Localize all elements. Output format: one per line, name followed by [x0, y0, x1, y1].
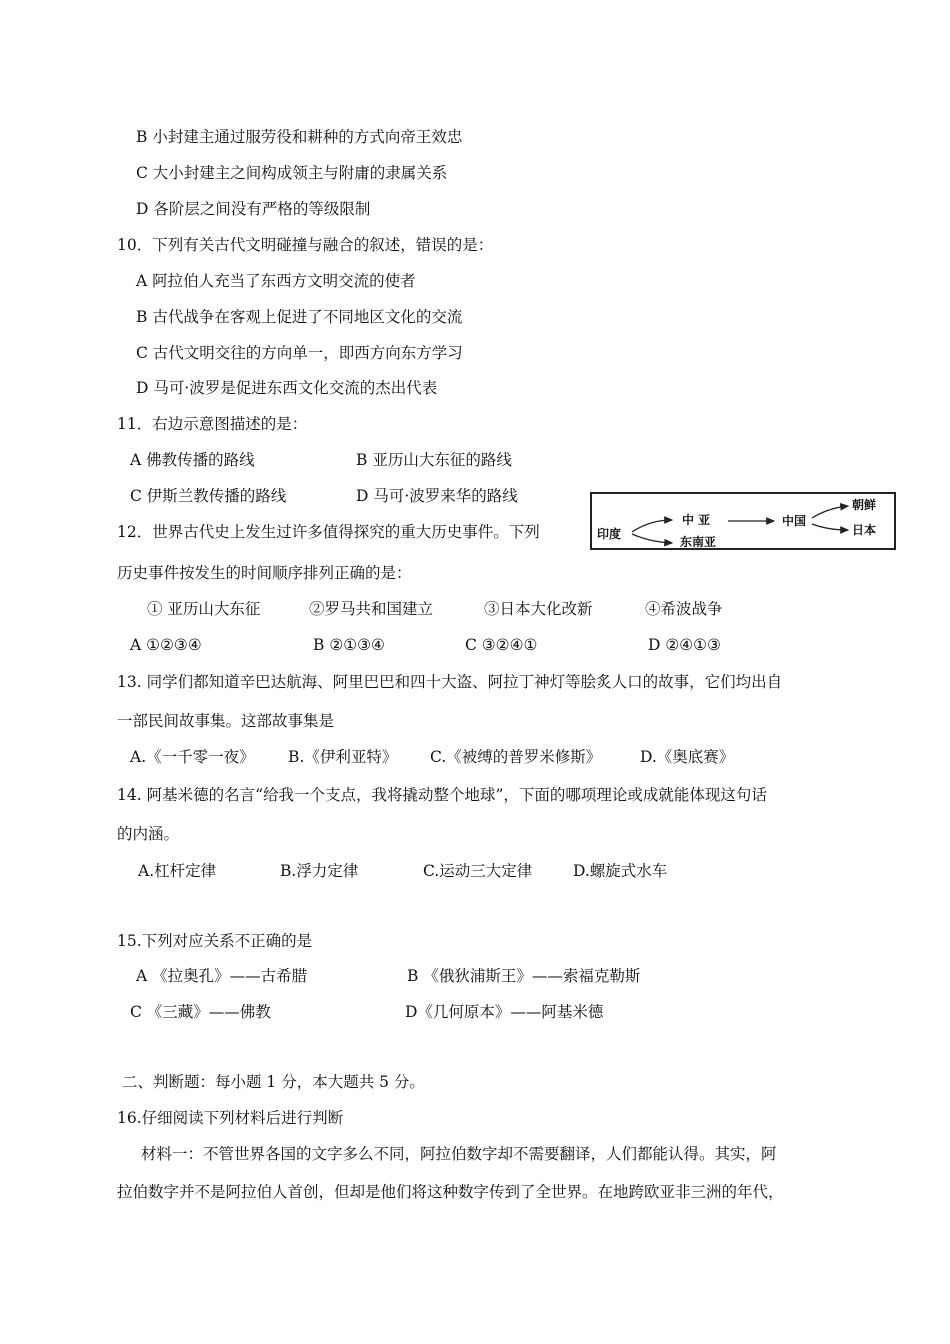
diagram-label-india: 印度: [597, 527, 622, 541]
q11-option-c: C 伊斯兰教传播的路线: [130, 487, 287, 505]
q15-option-d: D《几何原本》——阿基米德: [405, 1003, 604, 1021]
q9-option-c: C 大小封建主之间构成领主与附庸的隶属关系: [136, 164, 448, 182]
q12-option-d: D ②④①③: [648, 636, 721, 654]
q12-option-c: C ③②④①: [465, 636, 538, 654]
diagram-label-china: 中国: [782, 514, 807, 528]
diagram-label-japan: 日本: [852, 523, 877, 537]
q13-stem-line1: 13. 同学们都知道辛巴达航海、阿里巴巴和四十大盗、阿拉丁神灯等脍炙人口的故事，它们均出自: [117, 673, 783, 691]
arrow-china-korea: [812, 506, 848, 518]
diagram-label-korea: 朝鲜: [852, 498, 877, 512]
q13-option-d: D.《奥底赛》: [640, 748, 735, 766]
arrow-india-southeast-asia: [632, 534, 672, 543]
q10-option-c: C 古代文明交往的方向单一，即西方向东方学习: [136, 344, 463, 362]
q12-event-4: ④希波战争: [645, 600, 723, 618]
q15-option-b: B 《俄狄浦斯王》——索福克勒斯: [407, 967, 641, 985]
q10-option-a: A 阿拉伯人充当了东西方文明交流的使者: [136, 272, 416, 290]
q12-event-3: ③日本大化改新: [484, 600, 593, 618]
q12-event-2: ②罗马共和国建立: [309, 600, 434, 618]
diagram-label-central-asia: 中 亚: [682, 513, 711, 527]
q12-option-a: A ①②③④: [130, 636, 202, 654]
q14-option-c: C.运动三大定律: [423, 862, 533, 880]
q12-option-b: B ②①③④: [313, 636, 385, 654]
q14-stem-line2: 的内涵。: [117, 825, 180, 843]
q11-option-a: A 佛教传播的路线: [130, 451, 255, 469]
section2-heading: 二、判断题：每小题 1 分，本大题共 5 分。: [122, 1073, 425, 1091]
arrow-india-central-asia: [632, 520, 672, 532]
q10-option-d: D 马可·波罗是促进东西文化交流的杰出代表: [136, 379, 438, 397]
arrow-china-japan: [812, 524, 848, 530]
q15-option-a: A 《拉奥孔》——古希腊: [136, 967, 308, 985]
q13-option-a: A.《一千零一夜》: [130, 748, 255, 766]
q16-stem: 16.仔细阅读下列材料后进行判断: [117, 1109, 344, 1127]
q14-option-b: B.浮力定律: [280, 862, 359, 880]
q16-material-line2: 拉伯数字并不是阿拉伯人首创，但却是他们将这种数字传到了全世界。在地跨欧亚非三洲的年代，: [117, 1183, 784, 1201]
q16-material-line1: 材料一：不管世界各国的文字多么不同，阿拉伯数字却不需要翻译，人们都能认得。其实，阿: [141, 1145, 777, 1163]
q11-stem: 11．右边示意图描述的是：: [117, 415, 308, 433]
q14-stem-line1: 14. 阿基米德的名言“给我一个支点，我将撬动整个地球”，下面的哪项理论或成就能体现这句话: [117, 786, 767, 804]
route-diagram: [590, 492, 896, 550]
q9-option-d: D 各阶层之间没有严格的等级限制: [136, 200, 371, 218]
q12-stem-line2: 历史事件按发生的时间顺序排列正确的是：: [117, 564, 412, 582]
q15-stem: 15.下列对应关系不正确的是: [117, 932, 313, 950]
q12-event-1: ① 亚历山大东征: [147, 600, 261, 618]
diagram-label-southeast-asia: 东南亚: [680, 535, 717, 549]
q9-option-b: B 小封建主通过服劳役和耕种的方式向帝王效忠: [136, 128, 463, 146]
q13-stem-line2: 一部民间故事集。这部故事集是: [117, 712, 335, 730]
q13-option-c: C.《被缚的普罗米修斯》: [430, 748, 602, 766]
q10-option-b: B 古代战争在客观上促进了不同地区文化的交流: [136, 308, 463, 326]
q11-option-b: B 亚历山大东征的路线: [356, 451, 512, 469]
q14-option-a: A.杠杆定律: [138, 862, 217, 880]
q12-stem-line1: 12．世界古代史上发生过许多值得探究的重大历史事件。下列: [117, 523, 540, 541]
q14-option-d: D.螺旋式水车: [573, 862, 668, 880]
q15-option-c: C 《三藏》——佛教: [130, 1003, 271, 1021]
q10-stem: 10．下列有关古代文明碰撞与融合的叙述，错误的是：: [117, 236, 494, 254]
q13-option-b: B.《伊利亚特》: [288, 748, 398, 766]
q11-option-d: D 马可·波罗来华的路线: [356, 487, 518, 505]
